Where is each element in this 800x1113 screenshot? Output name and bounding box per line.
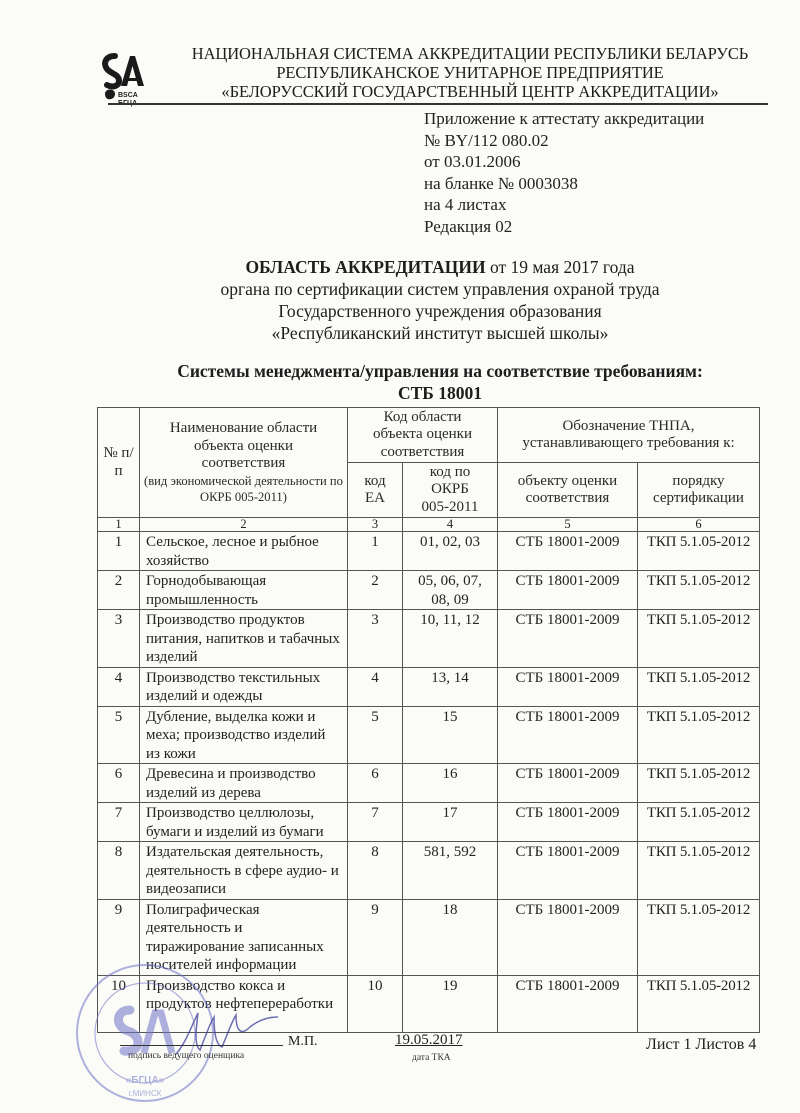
- row-code-okrb: 10, 11, 12: [403, 610, 498, 668]
- table-row: [98, 764, 760, 803]
- document-title: [100, 256, 780, 344]
- title-line-4: «Республиканский институт высшей школы»: [271, 323, 609, 343]
- bsca-logo: [97, 50, 155, 108]
- row-number: 6: [98, 764, 140, 803]
- row-name: Сельское, лесное и рыбное хозяйство: [140, 532, 348, 571]
- table-row: [98, 706, 760, 764]
- row-name: Дубление, выделка кожи и меха; производство изделий из кожи: [140, 706, 348, 764]
- certificate-date: от 03.01.2006: [424, 152, 521, 172]
- row-number: 9: [98, 899, 140, 975]
- table-row: [98, 975, 760, 1032]
- row-tnpa-object: СТБ 18001-2009: [498, 764, 638, 803]
- org-line-3: «БЕЛОРУССКИЙ ГОСУДАРСТВЕННЫЙ ЦЕНТР АККРЕДИТАЦИИ»: [221, 82, 719, 101]
- row-tnpa-object: СТБ 18001-2009: [498, 532, 638, 571]
- org-line-1: НАЦИОНАЛЬНАЯ СИСТЕМА АККРЕДИТАЦИИ РЕСПУБЛИКИ БЕЛАРУСЬ: [191, 44, 749, 63]
- column-number: 2: [140, 518, 348, 532]
- header-tnpa-object: объекту оценки соответствия: [498, 463, 638, 518]
- subtitle-line-1: Системы менеджмента/управления на соответствие требованиям:: [177, 361, 703, 381]
- row-tnpa-cert: ТКП 5.1.05-2012: [638, 975, 760, 1032]
- row-code-okrb: 05, 06, 07, 08, 09: [403, 571, 498, 610]
- row-code-ea: 3: [348, 610, 403, 668]
- signature-line: [120, 1045, 283, 1046]
- row-name: Издательская деятельность, деятельность в сфере аудио- и видеозаписи: [140, 842, 348, 900]
- header-code-group: Код области объекта оценки соответствия: [348, 408, 498, 463]
- row-code-ea: 6: [348, 764, 403, 803]
- row-number: 4: [98, 667, 140, 706]
- table-row: [98, 571, 760, 610]
- row-code-okrb: 18: [403, 899, 498, 975]
- column-number: 3: [348, 518, 403, 532]
- header-name-main: Наименование области объекта оценки соответствия: [169, 420, 318, 472]
- row-tnpa-object: СТБ 18001-2009: [498, 571, 638, 610]
- row-name: Горнодобывающая промышленность: [140, 571, 348, 610]
- section-subtitle: [100, 360, 780, 404]
- row-name: Производство кокса и продуктов нефтепереработки: [140, 975, 348, 1032]
- bsca-logo-icon: [97, 50, 155, 108]
- row-tnpa-object: СТБ 18001-2009: [498, 842, 638, 900]
- row-code-okrb: 17: [403, 803, 498, 842]
- row-tnpa-cert: ТКП 5.1.05-2012: [638, 899, 760, 975]
- row-name: Полиграфическая деятельность и тиражирование записанных носителей информации: [140, 899, 348, 975]
- row-code-ea: 2: [348, 571, 403, 610]
- row-number: 10: [98, 975, 140, 1032]
- title-bold: ОБЛАСТЬ АККРЕДИТАЦИИ: [245, 257, 486, 277]
- table-row: [98, 899, 760, 975]
- row-tnpa-cert: ТКП 5.1.05-2012: [638, 842, 760, 900]
- page-number: Лист 1 Листов 4: [646, 1036, 757, 1053]
- row-code-ea: 9: [348, 899, 403, 975]
- header-tnpa-group: Обозначение ТНПА, устанавливающего требования к:: [498, 408, 760, 463]
- row-tnpa-cert: ТКП 5.1.05-2012: [638, 610, 760, 668]
- organization-header: [150, 44, 790, 101]
- row-tnpa-cert: ТКП 5.1.05-2012: [638, 764, 760, 803]
- row-tnpa-object: СТБ 18001-2009: [498, 667, 638, 706]
- row-name: Производство текстильных изделий и одежды: [140, 667, 348, 706]
- row-number: 8: [98, 842, 140, 900]
- header-code-ea: код ЕА: [348, 463, 403, 518]
- row-name: Древесина и производство изделий из дерева: [140, 764, 348, 803]
- svg-text:BSCA: BSCA: [118, 92, 138, 99]
- table-row: [98, 667, 760, 706]
- header-divider: [108, 103, 768, 105]
- accreditation-table: [97, 407, 760, 1033]
- title-line-3: Государственного учреждения образования: [278, 301, 602, 321]
- row-number: 5: [98, 706, 140, 764]
- column-number: 4: [403, 518, 498, 532]
- row-code-okrb: 15: [403, 706, 498, 764]
- subtitle-line-2: СТБ 18001: [397, 383, 482, 403]
- row-tnpa-cert: ТКП 5.1.05-2012: [638, 532, 760, 571]
- row-name: Производство продуктов питания, напитков и табачных изделий: [140, 610, 348, 668]
- seal-place-label: М.П.: [288, 1034, 318, 1049]
- row-code-okrb: 01, 02, 03: [403, 532, 498, 571]
- org-line-2: РЕСПУБЛИКАНСКОЕ УНИТАРНОЕ ПРЕДПРИЯТИЕ: [276, 63, 664, 82]
- attachment-info: [424, 108, 704, 238]
- title-line-2: органа по сертификации систем управления охраной труда: [220, 279, 660, 299]
- row-code-ea: 7: [348, 803, 403, 842]
- tka-date-caption: дата ТКА: [412, 1053, 451, 1063]
- row-tnpa-cert: ТКП 5.1.05-2012: [638, 667, 760, 706]
- row-tnpa-cert: ТКП 5.1.05-2012: [638, 706, 760, 764]
- row-tnpa-object: СТБ 18001-2009: [498, 975, 638, 1032]
- row-code-okrb: 581, 592: [403, 842, 498, 900]
- table-row: [98, 532, 760, 571]
- table-row: [98, 803, 760, 842]
- row-code-ea: 5: [348, 706, 403, 764]
- column-number: 5: [498, 518, 638, 532]
- row-code-ea: 10: [348, 975, 403, 1032]
- row-code-okrb: 19: [403, 975, 498, 1032]
- table-body: [98, 532, 760, 1033]
- svg-text:«БГЦА»: «БГЦА»: [125, 1075, 165, 1086]
- table-row: [98, 842, 760, 900]
- title-date: от 19 мая 2017 года: [485, 257, 635, 277]
- row-number: 7: [98, 803, 140, 842]
- row-tnpa-object: СТБ 18001-2009: [498, 610, 638, 668]
- row-code-okrb: 16: [403, 764, 498, 803]
- signature-caption: подпись ведущего оценщика: [128, 1051, 245, 1061]
- row-code-okrb: 13, 14: [403, 667, 498, 706]
- row-number: 3: [98, 610, 140, 668]
- row-name: Производство целлюлозы, бумаги и изделий из бумаги: [140, 803, 348, 842]
- row-tnpa-cert: ТКП 5.1.05-2012: [638, 571, 760, 610]
- header-name: [140, 408, 348, 518]
- form-number: на бланке № 0003038: [424, 173, 578, 193]
- column-number: 6: [638, 518, 760, 532]
- row-tnpa-object: СТБ 18001-2009: [498, 706, 638, 764]
- attachment-line: Приложение к аттестату аккредитации: [424, 109, 705, 128]
- header-tnpa-cert: порядку сертификации: [638, 463, 760, 518]
- row-code-ea: 1: [348, 532, 403, 571]
- row-code-ea: 8: [348, 842, 403, 900]
- certificate-number: № BY/112 080.02: [424, 130, 549, 150]
- sheet-count: на 4 листах: [424, 195, 507, 215]
- row-tnpa-object: СТБ 18001-2009: [498, 899, 638, 975]
- row-tnpa-cert: ТКП 5.1.05-2012: [638, 803, 760, 842]
- table-row: [98, 610, 760, 668]
- row-number: 2: [98, 571, 140, 610]
- svg-text:г.МИНСК: г.МИНСК: [128, 1089, 162, 1098]
- header-name-sub: (вид экономической деятельности по ОКРБ 005-2011): [144, 473, 343, 504]
- row-code-ea: 4: [348, 667, 403, 706]
- header-code-okrb: код по ОКРБ 005-2011: [403, 463, 498, 518]
- header-num: № п/п: [98, 408, 140, 518]
- row-tnpa-object: СТБ 18001-2009: [498, 803, 638, 842]
- tka-date: 19.05.2017: [395, 1032, 463, 1048]
- row-number: 1: [98, 532, 140, 571]
- column-number: 1: [98, 518, 140, 532]
- revision: Редакция 02: [424, 216, 513, 236]
